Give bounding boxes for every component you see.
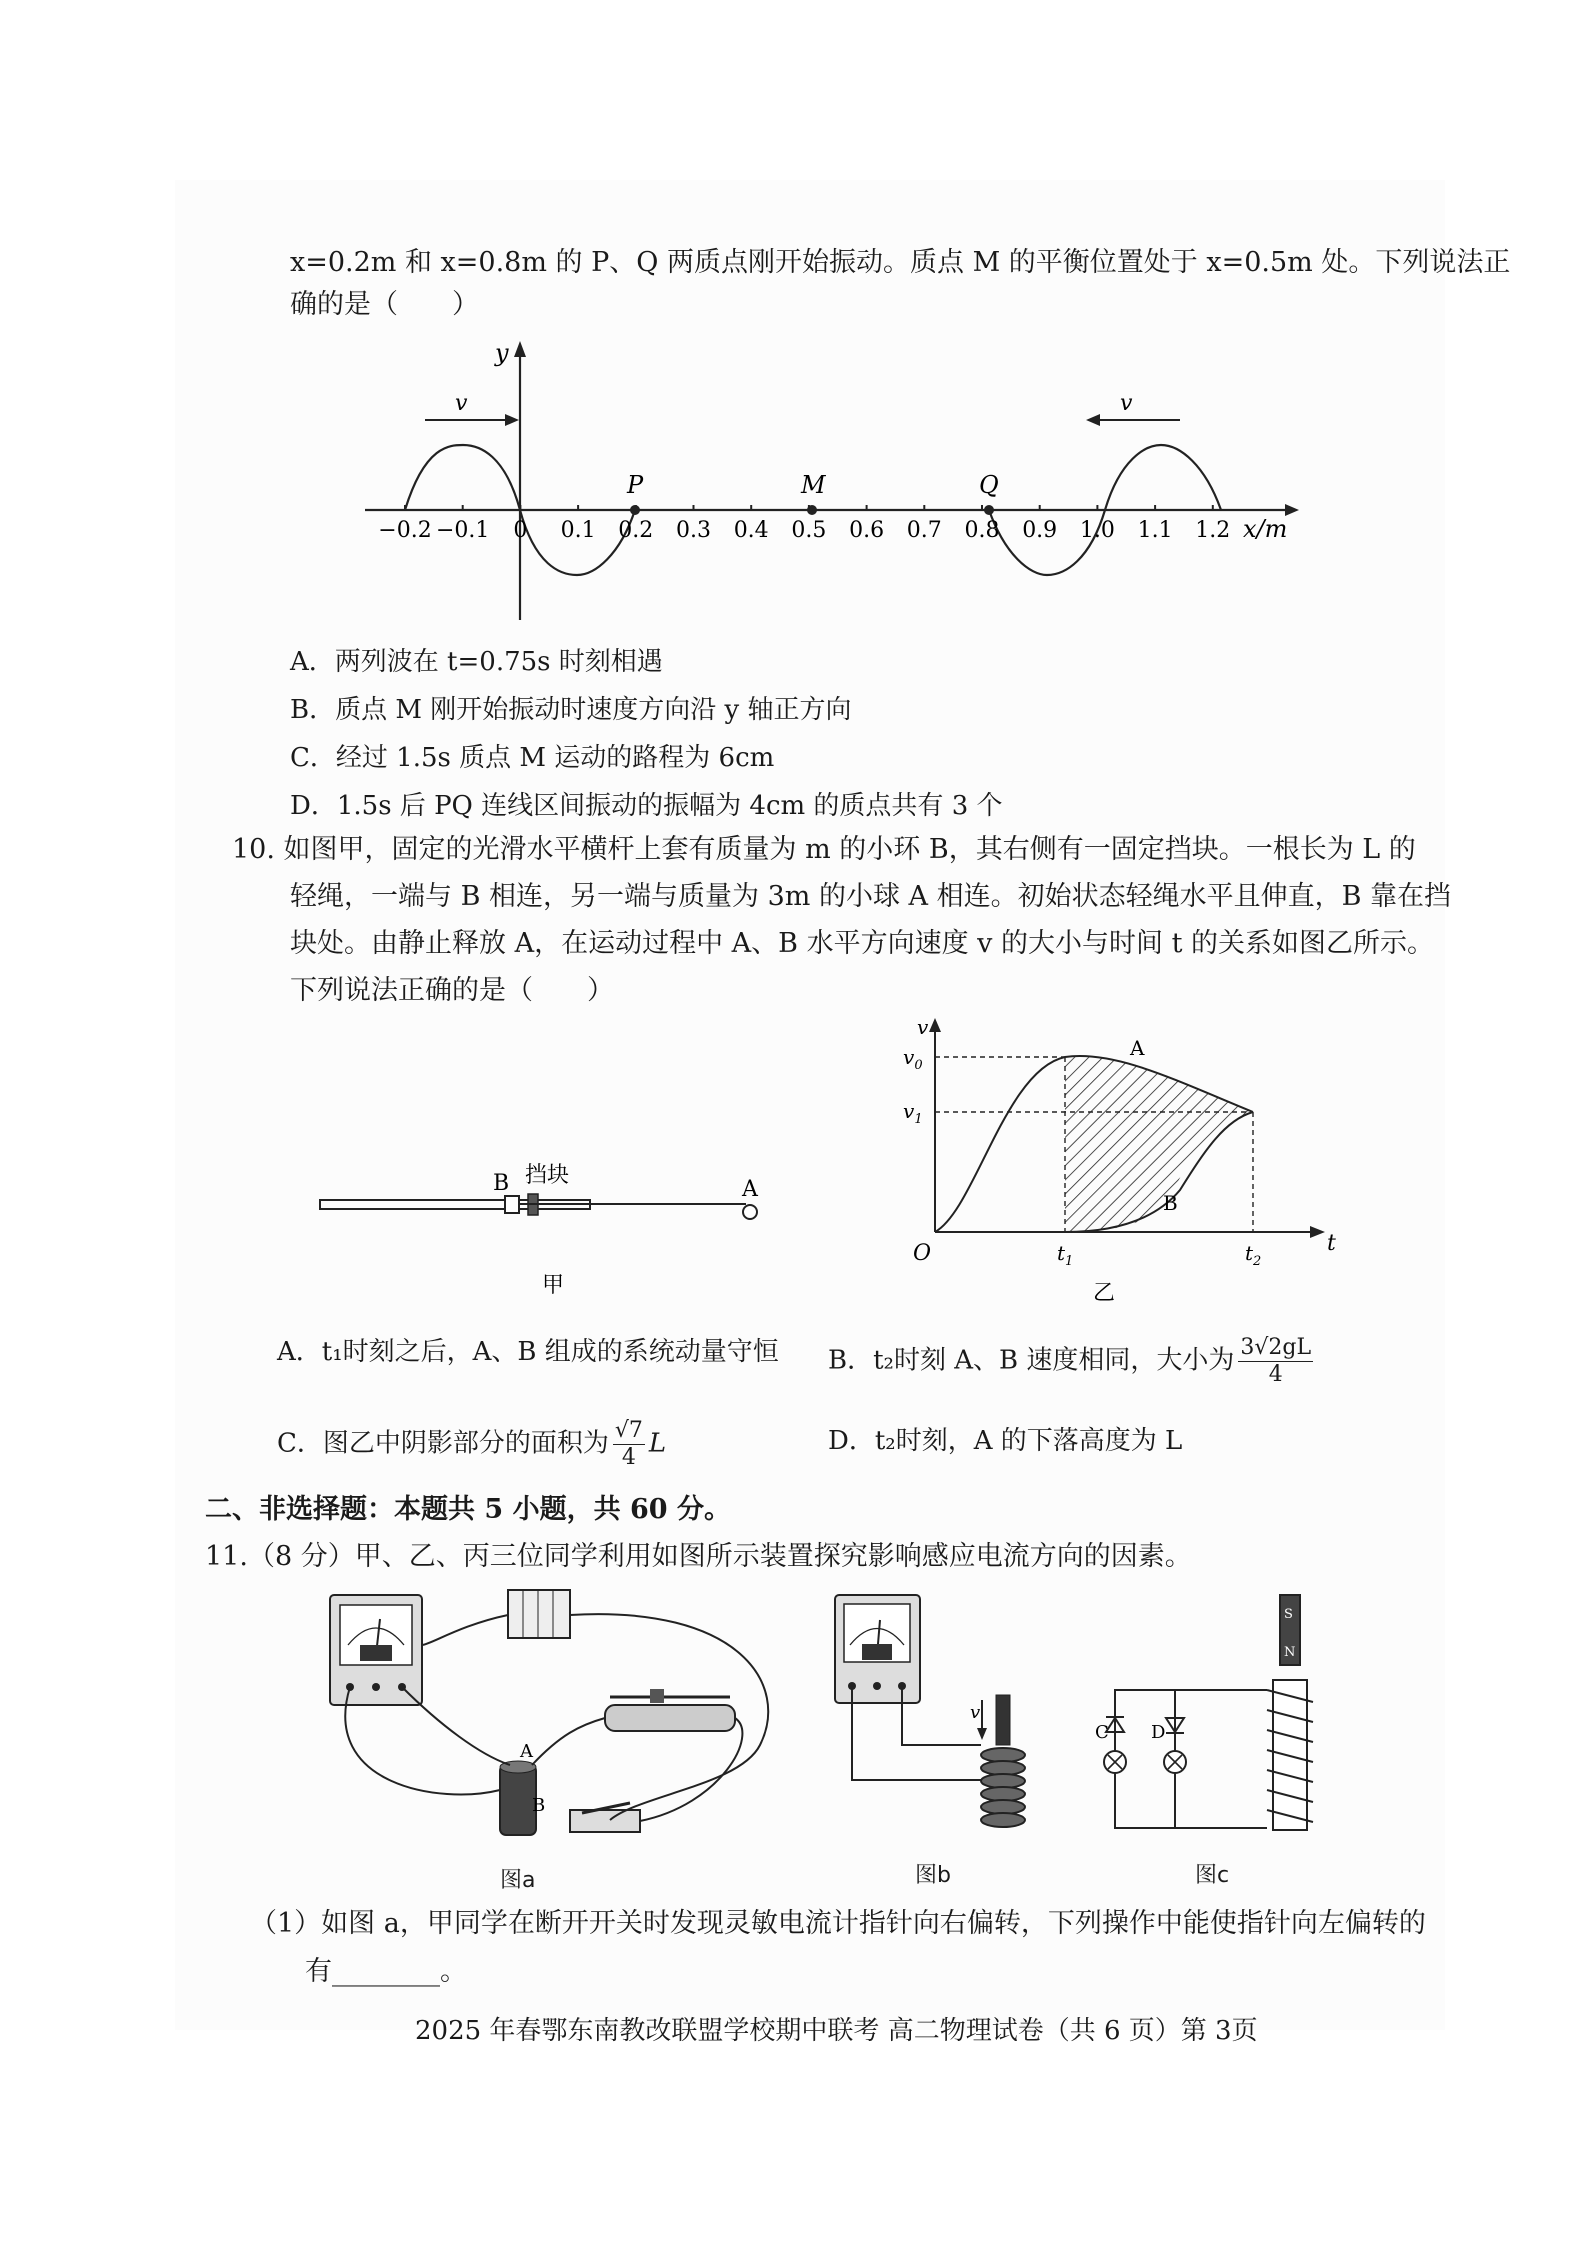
point-m-label: M [801, 471, 826, 499]
q9-option-d: D．1.5s 后 PQ 连线区间振动的振幅为 4cm 的质点共有 3 个 [290, 791, 1003, 821]
caption-yi: 乙 [1093, 1281, 1116, 1306]
x-axis-label: x/m [1243, 515, 1288, 543]
q10-option-c-text: C．图乙中阴影部分的面积为 [277, 1428, 609, 1459]
figure-b [830, 1590, 1060, 1840]
t1-label: $t_1$ [1057, 1241, 1074, 1269]
left-velocity-label: v [455, 391, 468, 416]
x-tick-label: 0.6 [849, 518, 885, 543]
q10-line4: 下列说法正确的是（ ） [290, 975, 614, 1006]
x-tick-label: 0.4 [733, 518, 769, 543]
axis-v-label: v [917, 1015, 929, 1039]
q10-option-b-text: B．t₂时刻 A、B 速度相同，大小为 [828, 1345, 1235, 1376]
q11-line: 11.（8 分）甲、乙、丙三位同学利用如图所示装置探究影响感应电流方向的因素。 [205, 1541, 1192, 1572]
curve-b-label: B [1163, 1191, 1178, 1215]
t2-label: $t_2$ [1245, 1241, 1262, 1269]
figure-jia [310, 1160, 780, 1310]
x-tick-label: 0.2 [618, 518, 654, 543]
page-footer: 2025 年春鄂东南教改联盟学校期中联考 高二物理试卷（共 6 页）第 3页 [415, 2016, 1258, 2046]
x-tick-label: 0.3 [676, 518, 711, 543]
curve-a-label: A [1130, 1036, 1145, 1060]
fig-a-label-a: A [520, 1741, 533, 1762]
ring-b [505, 1196, 519, 1213]
label-a: A [742, 1177, 758, 1202]
right-velocity-label: v [1120, 391, 1133, 416]
q10-option-b [828, 1335, 1317, 1388]
q10-option-b-fraction: $\frac{3√2gL}{4}$ [1240, 1335, 1312, 1387]
q10-option-c: C．图乙中阴影部分的面积为 $\frac{√7}{4}$ L [277, 1418, 667, 1470]
caption-fig-b: 图b [915, 1863, 951, 1888]
q9-option-b: B．质点 M 刚开始振动时速度方向沿 y 轴正方向 [290, 695, 852, 725]
q11-sub1-line2: 有________。 [305, 1956, 467, 1987]
ball-a [743, 1205, 757, 1219]
y-axis-label: y [495, 339, 509, 367]
x-tick-label: 0.8 [964, 518, 1000, 543]
caption-fig-a: 图a [500, 1868, 536, 1893]
label-b: B [493, 1171, 510, 1196]
q9-option-c: C．经过 1.5s 质点 M 运动的路程为 6cm [290, 743, 775, 773]
label-block: 挡块 [525, 1163, 570, 1188]
fig-c-label-d: D [1151, 1722, 1166, 1743]
x-tick-label: 1.2 [1195, 518, 1231, 543]
figure-c [1095, 1590, 1335, 1845]
q10-option-d: D．t₂时刻，A 的下落高度为 L [828, 1426, 1183, 1456]
caption-jia: 甲 [542, 1273, 565, 1298]
q10-line2: 轻绳，一端与 B 相连，另一端与质量为 3m 的小球 A 相连。初始状态轻绳水平且伸直，B 靠在挡 [290, 881, 1452, 912]
x-tick-label: 0.7 [906, 518, 942, 543]
fig-b-label-v: v [970, 1702, 981, 1723]
caption-fig-c: 图c [1195, 1863, 1230, 1888]
figure-yi [895, 1010, 1345, 1310]
fig-c-label-c: C [1095, 1722, 1109, 1743]
section-2-heading: 二、非选择题：本题共 5 小题，共 60 分。 [205, 1494, 731, 1525]
point-q-label: Q [979, 471, 999, 499]
x-tick-label: −0.1 [435, 518, 490, 543]
q10-option-c-fraction: $\frac{√7}{4}$ [614, 1418, 643, 1470]
v0-label: $v_0$ [903, 1045, 923, 1073]
v1-label: $v_1$ [903, 1099, 923, 1127]
x-tick-label: 0.9 [1022, 518, 1058, 543]
figure-a [320, 1585, 800, 1865]
origin-label: O [913, 1241, 932, 1266]
point-p-label: P [627, 471, 644, 499]
q9-option-a: A．两列波在 t=0.75s 时刻相遇 [290, 647, 663, 677]
q10-line3: 块处。由静止释放 A，在运动过程中 A、B 水平方向速度 v 的大小与时间 t 的关系如图乙所示。 [290, 928, 1435, 959]
q10-line1: 10. 如图甲，固定的光滑水平横杆上套有质量为 m 的小环 B，其右侧有一固定挡块。一根长为 L 的 [232, 834, 1416, 865]
fig-a-label-b: B [532, 1795, 546, 1816]
q9-intro-line2: 确的是（ ） [290, 289, 479, 320]
fig-c-label-s: S [1284, 1607, 1293, 1622]
q10-option-a: A．t₁时刻之后，A、B 组成的系统动量守恒 [277, 1337, 779, 1367]
wave-figure [355, 335, 1305, 625]
x-tick-label: 1.1 [1137, 518, 1173, 543]
x-tick-label: 0.5 [791, 518, 827, 543]
x-tick-label: −0.2 [378, 518, 432, 543]
x-tick-label: 1.0 [1079, 518, 1115, 543]
q9-intro-line1: x=0.2m 和 x=0.8m 的 P、Q 两质点刚开始振动。质点 M 的平衡位置处于 x=0.5m 处。下列说法正 [290, 247, 1511, 278]
x-tick-label: 0 [513, 518, 528, 543]
x-tick-label: 0.1 [560, 518, 596, 543]
q11-sub1-line1: （1）如图 a，甲同学在断开开关时发现灵敏电流计指针向右偏转，下列操作中能使指针向左偏转的 [250, 1908, 1426, 1939]
fig-c-label-n: N [1284, 1645, 1296, 1660]
axis-t-label: t [1327, 1231, 1336, 1256]
